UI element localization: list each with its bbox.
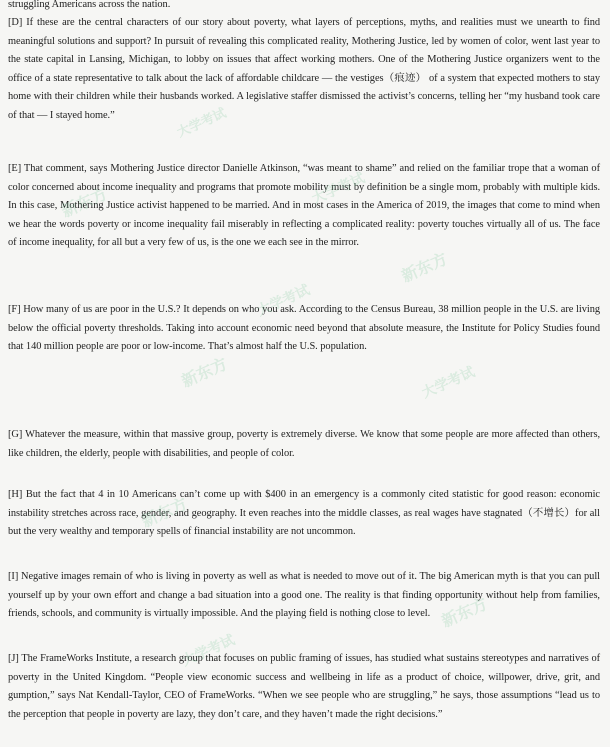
watermark-text: 大学考试 [179,632,238,670]
watermark-logo: 新东方 [398,248,451,286]
watermark-logo: 新东方 [438,593,491,631]
paragraph-g: [G] Whatever the measure, within that massive group, poverty is extremely diverse. We know that some people are more affected than others, like children, the elderly, people with disabilities, and people of color. [8,429,600,459]
paragraph-f: [F] How many of us are poor in the U.S.? It depends on who you ask. According to the Census Bureau, 38 million people in the U.S. are living below the official poverty thresholds. Taking into account economic need beyond that absolute measure, the Institute for Policy Studies found that 140 million people are poor or low-income. That’s almost half the U.S. population. [8,304,600,353]
watermark-text: 大学考试 [175,105,229,141]
watermark-text: 大学考试 [419,364,478,402]
watermark-logo: 新东方 [178,353,231,391]
paragraph-intro-fragment: struggling Americans across the nation. [8,0,171,10]
paragraph-h: [H] But the fact that 4 in 10 Americans can’t come up with $400 in an emergency is a commonly cited statistic for good reason: economic instability stretches across race, gender, and geography. It even reaches into the middle classes, as real wages have stagnated（不增长）for all but the very wealthy and temporary spells of financial instability are not uncommon. [8,489,600,538]
watermark-logo: 新东方 [138,493,191,531]
paragraph-i: [I] Negative images remain of who is living in poverty as well as what is needed to move out of it. The big American myth is that you can pull yourself up by your own effort and change a bad situation into a good one. The reality is that finding opportunity without help from families, friends, schools, and community is virtually impossible. And the playing field is nothing close to level. [8,571,600,620]
watermark-logo: 新东方 [58,183,111,221]
watermark-text: 大学考试 [254,282,313,320]
paragraph-e: [E] That comment, says Mothering Justice director Danielle Atkinson, “was meant to shame” and relied on the familiar trope that a woman of color concerned about income inequality and programs that promote mobility must by definition be a single mom, probably with multiple kids. In this case, Mothering Justice activist happened to be married. And in most cases in the America of 2019, the images that come to mind when we hear the words poverty or income inequality fail miserably in reflecting a complicated reality: poverty touches virtually all of us. The face of income inequality, for all but a very few of us, is the one we each see in the mirror. [8,163,600,249]
watermark-text: 大学考试 [309,170,368,208]
paragraph-j: [J] The FrameWorks Institute, a research group that focuses on public framing of issues, has studied what sustains stereotypes and narratives of poverty in the United Kingdom. “People view economic success and wellbeing in life as a product of choice, willpower, drive, grit, and gumption,” says Nat Kendall-Taylor, CEO of FrameWorks. “When we see people who are struggling,” he says, those assumptions “lead us to the perception that people in poverty are lazy, they don’t care, and they haven’t made the right decisions.” [8,653,600,720]
paragraph-d: [D] If these are the central characters of our story about poverty, what layers of perceptions, myths, and realities must we unearth to find meaningful solutions and support? In pursuit of revealing this complicated reality, Mothering Justice, led by women of color, went last year to the state capital in Lansing, Michigan, to lobby on issues that affect working mothers. One of the Mothering Justice organizers went to the office of a state representative to talk about the lack of affordable childcare — the vestiges（痕迹） of a system that expected mothers to stay home with their children while their husbands worked. A legislative staffer dismissed the activist’s concerns, telling her “my husband took care of that — I stayed home.” [8,17,600,121]
